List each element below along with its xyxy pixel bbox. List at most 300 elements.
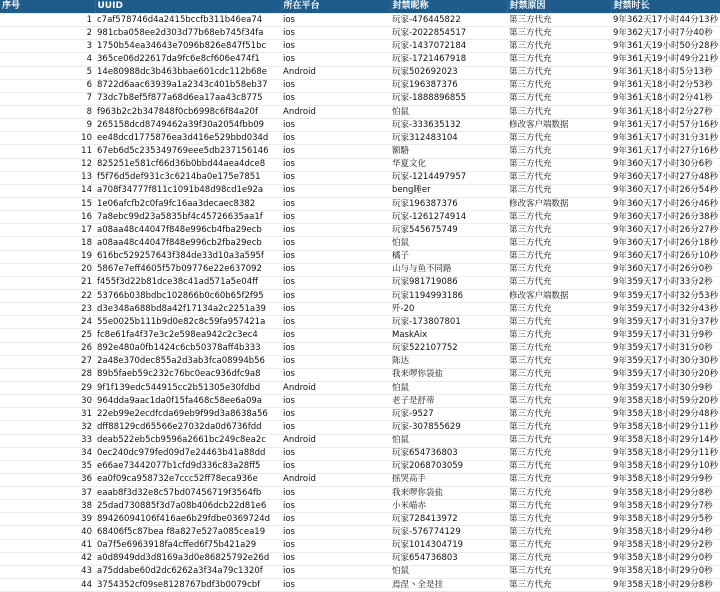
- row-index-cell[interactable]: 3: [0, 40, 95, 53]
- nickname-cell[interactable]: 摇哭高手: [390, 473, 507, 486]
- table-row[interactable]: [0, 145, 720, 158]
- platform-cell[interactable]: ios: [281, 342, 390, 355]
- platform-cell[interactable]: ios: [281, 53, 390, 66]
- duration-cell[interactable]: 9年358天18小时29分14秒: [611, 434, 720, 447]
- duration-cell[interactable]: 9年360天17小时26分0秒: [611, 263, 720, 276]
- reason-cell[interactable]: 第三方代充: [507, 237, 611, 250]
- nickname-cell[interactable]: 玩家2068703059: [390, 460, 507, 473]
- duration-cell[interactable]: 9年358天18小时29分7秒: [611, 500, 720, 513]
- nickname-cell[interactable]: 玩家-1888896855: [390, 92, 507, 105]
- row-index-cell[interactable]: 27: [0, 355, 95, 368]
- platform-cell[interactable]: ios: [281, 447, 390, 460]
- uuid-cell[interactable]: 365ce06d22617da9fc6e8cf606e474f1: [95, 53, 281, 66]
- nickname-cell[interactable]: beng睡er: [390, 184, 507, 197]
- row-index-cell[interactable]: 37: [0, 487, 95, 500]
- reason-cell[interactable]: 第三方代充: [507, 224, 611, 237]
- nickname-cell[interactable]: 玩家-173807801: [390, 316, 507, 329]
- table-row[interactable]: [0, 434, 720, 447]
- reason-cell[interactable]: 第三方代充: [507, 552, 611, 565]
- row-index-cell[interactable]: 20: [0, 263, 95, 276]
- platform-cell[interactable]: Android: [281, 434, 390, 447]
- row-index-cell[interactable]: 42: [0, 552, 95, 565]
- reason-cell[interactable]: 第三方代充: [507, 473, 611, 486]
- nickname-cell[interactable]: 玩家-333635132: [390, 119, 507, 132]
- platform-cell[interactable]: ios: [281, 263, 390, 276]
- row-index-cell[interactable]: 4: [0, 53, 95, 66]
- table-row[interactable]: [0, 460, 720, 473]
- platform-cell[interactable]: ios: [281, 211, 390, 224]
- uuid-cell[interactable]: 0ec240dc979fed09d7e24463b41a88dd: [95, 447, 281, 460]
- reason-cell[interactable]: 第三方代充: [507, 211, 611, 224]
- table-row[interactable]: [0, 342, 720, 355]
- nickname-cell[interactable]: 玩家196387376: [390, 197, 507, 210]
- platform-cell[interactable]: ios: [281, 14, 390, 27]
- nickname-cell[interactable]: 玩家1014304719: [390, 539, 507, 552]
- nickname-cell[interactable]: 额駱: [390, 145, 507, 158]
- reason-cell[interactable]: 第三方代充: [507, 27, 611, 40]
- table-row[interactable]: [0, 40, 720, 53]
- row-index-cell[interactable]: 21: [0, 276, 95, 289]
- platform-cell[interactable]: ios: [281, 408, 390, 421]
- table-row[interactable]: [0, 158, 720, 171]
- uuid-cell[interactable]: 981cba058ee2d303d77b68eb745f34fa: [95, 27, 281, 40]
- uuid-cell[interactable]: 3754352cf09se8128767bdf3b0079cbf: [95, 579, 281, 592]
- duration-cell[interactable]: 9年359天17小时31分37秒: [611, 316, 720, 329]
- table-row[interactable]: [0, 487, 720, 500]
- column-header-uuid[interactable]: UUID: [95, 0, 281, 14]
- uuid-cell[interactable]: 5867e7eff4605f57b09776e22e637092: [95, 263, 281, 276]
- reason-cell[interactable]: 第三方代充: [507, 171, 611, 184]
- uuid-cell[interactable]: 892e480a0fb1424c6cb50378aff4b333: [95, 342, 281, 355]
- platform-cell[interactable]: ios: [281, 224, 390, 237]
- uuid-cell[interactable]: d3e348a688bd8a42f17134a2c2251a39: [95, 303, 281, 316]
- duration-cell[interactable]: 9年358天18小时29分10秒: [611, 460, 720, 473]
- column-header-platform[interactable]: 所在平台: [281, 0, 390, 14]
- uuid-cell[interactable]: 265158dcd8749462a39f30a2054fbb09: [95, 119, 281, 132]
- nickname-cell[interactable]: 怕鼠: [390, 381, 507, 394]
- duration-cell[interactable]: 9年360天17小时26分54秒: [611, 184, 720, 197]
- table-row[interactable]: [0, 539, 720, 552]
- platform-cell[interactable]: Android: [281, 105, 390, 118]
- reason-cell[interactable]: 第三方代充: [507, 105, 611, 118]
- duration-cell[interactable]: 9年361天19小时49分21秒: [611, 53, 720, 66]
- row-index-cell[interactable]: 31: [0, 408, 95, 421]
- platform-cell[interactable]: ios: [281, 276, 390, 289]
- platform-cell[interactable]: ios: [281, 552, 390, 565]
- duration-cell[interactable]: 9年360天17小时26分38秒: [611, 211, 720, 224]
- table-row[interactable]: [0, 303, 720, 316]
- reason-cell[interactable]: 修改客户端数据: [507, 289, 611, 302]
- platform-cell[interactable]: Android: [281, 473, 390, 486]
- row-index-cell[interactable]: 29: [0, 381, 95, 394]
- uuid-cell[interactable]: a08aa48c44047f848e996cb2fba29ecb: [95, 237, 281, 250]
- reason-cell[interactable]: 修改客户端数据: [507, 119, 611, 132]
- row-index-cell[interactable]: 6: [0, 79, 95, 92]
- nickname-cell[interactable]: 玩家-576774129: [390, 526, 507, 539]
- row-index-cell[interactable]: 1: [0, 14, 95, 27]
- uuid-cell[interactable]: 9f1f139edc544915cc2b51305e30fdbd: [95, 381, 281, 394]
- nickname-cell[interactable]: 山与与鱼不同路: [390, 263, 507, 276]
- reason-cell[interactable]: 第三方代充: [507, 500, 611, 513]
- nickname-cell[interactable]: 华夏文化: [390, 158, 507, 171]
- duration-cell[interactable]: 9年358天18小时29分5秒: [611, 513, 720, 526]
- duration-cell[interactable]: 9年360天17小时26分10秒: [611, 250, 720, 263]
- uuid-cell[interactable]: 0a7f5e6963918fa4cffed6f75b421a29: [95, 539, 281, 552]
- table-row[interactable]: [0, 27, 720, 40]
- row-index-cell[interactable]: 8: [0, 105, 95, 118]
- platform-cell[interactable]: ios: [281, 421, 390, 434]
- uuid-cell[interactable]: 616bc529257643f384de33d10a3a595f: [95, 250, 281, 263]
- platform-cell[interactable]: ios: [281, 197, 390, 210]
- uuid-cell[interactable]: a75ddabe60d2dc6262a3f34a79c1320f: [95, 565, 281, 578]
- nickname-cell[interactable]: 怕鼠: [390, 565, 507, 578]
- nickname-cell[interactable]: 歼-20: [390, 303, 507, 316]
- platform-cell[interactable]: ios: [281, 395, 390, 408]
- reason-cell[interactable]: 第三方代充: [507, 276, 611, 289]
- table-row[interactable]: [0, 368, 720, 381]
- reason-cell[interactable]: 第三方代充: [507, 460, 611, 473]
- row-index-cell[interactable]: 17: [0, 224, 95, 237]
- column-header-nickname[interactable]: 封禁昵称: [390, 0, 507, 14]
- nickname-cell[interactable]: 玩家502692023: [390, 66, 507, 79]
- table-row[interactable]: [0, 408, 720, 421]
- duration-cell[interactable]: 9年361天19小时50分28秒: [611, 40, 720, 53]
- table-row[interactable]: [0, 579, 720, 592]
- duration-cell[interactable]: 9年358天18小时29分4秒: [611, 526, 720, 539]
- duration-cell[interactable]: 9年360天17小时26分27秒: [611, 224, 720, 237]
- table-row[interactable]: [0, 119, 720, 132]
- uuid-cell[interactable]: fc8e61fa4f37e3c2e598ea942c2c3ec4: [95, 329, 281, 342]
- reason-cell[interactable]: 第三方代充: [507, 381, 611, 394]
- duration-cell[interactable]: 9年360天17小时26分46秒: [611, 197, 720, 210]
- platform-cell[interactable]: ios: [281, 119, 390, 132]
- uuid-cell[interactable]: deab522eb5cb9596a2661bc249c8ea2c: [95, 434, 281, 447]
- nickname-cell[interactable]: 玩家728413972: [390, 513, 507, 526]
- table-row[interactable]: [0, 53, 720, 66]
- nickname-cell[interactable]: MaskAix: [390, 329, 507, 342]
- table-row[interactable]: [0, 211, 720, 224]
- nickname-cell[interactable]: 玩家654736803: [390, 552, 507, 565]
- reason-cell[interactable]: 第三方代充: [507, 14, 611, 27]
- duration-cell[interactable]: 9年358天18小时29分9秒: [611, 473, 720, 486]
- platform-cell[interactable]: ios: [281, 171, 390, 184]
- reason-cell[interactable]: 第三方代充: [507, 66, 611, 79]
- row-index-cell[interactable]: 33: [0, 434, 95, 447]
- row-index-cell[interactable]: 28: [0, 368, 95, 381]
- table-row[interactable]: [0, 14, 720, 27]
- platform-cell[interactable]: ios: [281, 316, 390, 329]
- platform-cell[interactable]: ios: [281, 500, 390, 513]
- reason-cell[interactable]: 第三方代充: [507, 539, 611, 552]
- table-row[interactable]: [0, 513, 720, 526]
- uuid-cell[interactable]: 8722d6aac63939a1a2343c401b58eb37: [95, 79, 281, 92]
- table-row[interactable]: [0, 552, 720, 565]
- column-header-index[interactable]: 序号: [0, 0, 95, 14]
- reason-cell[interactable]: 第三方代充: [507, 40, 611, 53]
- nickname-cell[interactable]: 陈达: [390, 355, 507, 368]
- nickname-cell[interactable]: 焉涅丶全是挂: [390, 579, 507, 592]
- platform-cell[interactable]: Android: [281, 66, 390, 79]
- duration-cell[interactable]: 9年358天18小时29分0秒: [611, 565, 720, 578]
- duration-cell[interactable]: 9年361天18小时2分41秒: [611, 92, 720, 105]
- table-row[interactable]: [0, 276, 720, 289]
- table-row[interactable]: [0, 473, 720, 486]
- row-index-cell[interactable]: 18: [0, 237, 95, 250]
- duration-cell[interactable]: 9年359天17小时33分2秒: [611, 276, 720, 289]
- platform-cell[interactable]: ios: [281, 145, 390, 158]
- table-row[interactable]: [0, 224, 720, 237]
- duration-cell[interactable]: 9年362天17小时7分40秒: [611, 27, 720, 40]
- duration-cell[interactable]: 9年362天17小时44分13秒: [611, 14, 720, 27]
- uuid-cell[interactable]: 67eb6d5c235349769eee5db237156146: [95, 145, 281, 158]
- uuid-cell[interactable]: 53766b038bdbc102866b0c60b65f2f95: [95, 289, 281, 302]
- uuid-cell[interactable]: 73dc7b8ef5f877a68d6ea17aa43c8775: [95, 92, 281, 105]
- nickname-cell[interactable]: 橘子: [390, 250, 507, 263]
- duration-cell[interactable]: 9年361天18小时2分53秒: [611, 79, 720, 92]
- uuid-cell[interactable]: 14e80988dc3b463bbae601cdc112b68e: [95, 66, 281, 79]
- row-index-cell[interactable]: 14: [0, 184, 95, 197]
- duration-cell[interactable]: 9年358天18小时59分20秒: [611, 395, 720, 408]
- platform-cell[interactable]: ios: [281, 184, 390, 197]
- row-index-cell[interactable]: 19: [0, 250, 95, 263]
- platform-cell[interactable]: ios: [281, 526, 390, 539]
- table-row[interactable]: [0, 237, 720, 250]
- uuid-cell[interactable]: a08aa48c44047f848e996cb4fba29ecb: [95, 224, 281, 237]
- table-row[interactable]: [0, 500, 720, 513]
- nickname-cell[interactable]: 我来啰你袋盐: [390, 487, 507, 500]
- duration-cell[interactable]: 9年361天18小时5分13秒: [611, 66, 720, 79]
- nickname-cell[interactable]: 玩家-1437072184: [390, 40, 507, 53]
- duration-cell[interactable]: 9年359天17小时32分43秒: [611, 303, 720, 316]
- duration-cell[interactable]: 9年359天17小时31分9秒: [611, 329, 720, 342]
- table-row[interactable]: [0, 92, 720, 105]
- reason-cell[interactable]: 第三方代充: [507, 145, 611, 158]
- row-index-cell[interactable]: 26: [0, 342, 95, 355]
- reason-cell[interactable]: 第三方代充: [507, 92, 611, 105]
- duration-cell[interactable]: 9年361天17小时27分16秒: [611, 145, 720, 158]
- uuid-cell[interactable]: e66ae73442077b1cfd9d336c83a28ff5: [95, 460, 281, 473]
- reason-cell[interactable]: 第三方代充: [507, 487, 611, 500]
- nickname-cell[interactable]: 玩家654736803: [390, 447, 507, 460]
- row-index-cell[interactable]: 38: [0, 500, 95, 513]
- duration-cell[interactable]: 9年361天18小时2分27秒: [611, 105, 720, 118]
- reason-cell[interactable]: 第三方代充: [507, 565, 611, 578]
- row-index-cell[interactable]: 23: [0, 303, 95, 316]
- nickname-cell[interactable]: 玩家-307855629: [390, 421, 507, 434]
- reason-cell[interactable]: 第三方代充: [507, 158, 611, 171]
- platform-cell[interactable]: ios: [281, 329, 390, 342]
- table-row[interactable]: [0, 355, 720, 368]
- reason-cell[interactable]: 第三方代充: [507, 316, 611, 329]
- reason-cell[interactable]: 第三方代充: [507, 53, 611, 66]
- row-index-cell[interactable]: 32: [0, 421, 95, 434]
- duration-cell[interactable]: 9年358天18小时29分2秒: [611, 539, 720, 552]
- uuid-cell[interactable]: 89b5faeb59c232c76bc0eac936dfc9a8: [95, 368, 281, 381]
- platform-cell[interactable]: ios: [281, 355, 390, 368]
- row-index-cell[interactable]: 22: [0, 289, 95, 302]
- uuid-cell[interactable]: dff88129cd65566e27032da0d6736fdd: [95, 421, 281, 434]
- reason-cell[interactable]: 第三方代充: [507, 421, 611, 434]
- table-row[interactable]: [0, 421, 720, 434]
- reason-cell[interactable]: 第三方代充: [507, 329, 611, 342]
- table-row[interactable]: [0, 526, 720, 539]
- uuid-cell[interactable]: a0d8949dd3d8169a3d0e86825792e26d: [95, 552, 281, 565]
- nickname-cell[interactable]: 怕鼠: [390, 434, 507, 447]
- platform-cell[interactable]: ios: [281, 487, 390, 500]
- row-index-cell[interactable]: 35: [0, 460, 95, 473]
- reason-cell[interactable]: 第三方代充: [507, 342, 611, 355]
- reason-cell[interactable]: 第三方代充: [507, 447, 611, 460]
- reason-cell[interactable]: 修改客户端数据: [507, 197, 611, 210]
- table-row[interactable]: [0, 565, 720, 578]
- row-index-cell[interactable]: 25: [0, 329, 95, 342]
- uuid-cell[interactable]: eaab8f3d32e8c57bd07456719f3564fb: [95, 487, 281, 500]
- platform-cell[interactable]: ios: [281, 250, 390, 263]
- table-row[interactable]: [0, 263, 720, 276]
- uuid-cell[interactable]: a708f34777f811c1091b48d98cd1e92a: [95, 184, 281, 197]
- duration-cell[interactable]: 9年359天17小时32分53秒: [611, 289, 720, 302]
- table-row[interactable]: [0, 381, 720, 394]
- nickname-cell[interactable]: 玩家545675749: [390, 224, 507, 237]
- platform-cell[interactable]: ios: [281, 289, 390, 302]
- reason-cell[interactable]: 第三方代充: [507, 526, 611, 539]
- table-row[interactable]: [0, 447, 720, 460]
- uuid-cell[interactable]: 7a8ebc99d23a5835bf4c45726635aa1f: [95, 211, 281, 224]
- platform-cell[interactable]: Android: [281, 381, 390, 394]
- uuid-cell[interactable]: c7af578746d4a2415bccfb311b46ea74: [95, 14, 281, 27]
- nickname-cell[interactable]: 玩家312483104: [390, 132, 507, 145]
- reason-cell[interactable]: 第三方代充: [507, 434, 611, 447]
- reason-cell[interactable]: 第三方代充: [507, 250, 611, 263]
- reason-cell[interactable]: 第三方代充: [507, 408, 611, 421]
- nickname-cell[interactable]: 玩家-1721467918: [390, 53, 507, 66]
- row-index-cell[interactable]: 5: [0, 66, 95, 79]
- uuid-cell[interactable]: ee48dcd1775876ea3d416e529bbd034d: [95, 132, 281, 145]
- duration-cell[interactable]: 9年358天18小时29分48秒: [611, 408, 720, 421]
- row-index-cell[interactable]: 36: [0, 473, 95, 486]
- platform-cell[interactable]: ios: [281, 237, 390, 250]
- uuid-cell[interactable]: 964dda9aac1da0f15fa468c58ee6a09a: [95, 395, 281, 408]
- reason-cell[interactable]: 第三方代充: [507, 513, 611, 526]
- platform-cell[interactable]: ios: [281, 92, 390, 105]
- uuid-cell[interactable]: f5f76d5def931c3c6214ba0e175e7851: [95, 171, 281, 184]
- platform-cell[interactable]: ios: [281, 565, 390, 578]
- row-index-cell[interactable]: 40: [0, 526, 95, 539]
- nickname-cell[interactable]: 玩家-2022854517: [390, 27, 507, 40]
- row-index-cell[interactable]: 34: [0, 447, 95, 460]
- nickname-cell[interactable]: 玩家-1261274914: [390, 211, 507, 224]
- row-index-cell[interactable]: 7: [0, 92, 95, 105]
- uuid-cell[interactable]: 89426094106f416ae6b29fdbe0369724d: [95, 513, 281, 526]
- platform-cell[interactable]: ios: [281, 27, 390, 40]
- table-row[interactable]: [0, 197, 720, 210]
- reason-cell[interactable]: 第三方代充: [507, 79, 611, 92]
- row-index-cell[interactable]: 12: [0, 158, 95, 171]
- row-index-cell[interactable]: 13: [0, 171, 95, 184]
- uuid-cell[interactable]: f455f3d22b81dce38c41ad571a5e04ff: [95, 276, 281, 289]
- nickname-cell[interactable]: 玩家-476445822: [390, 14, 507, 27]
- platform-cell[interactable]: ios: [281, 303, 390, 316]
- uuid-cell[interactable]: 1750b54ea34643e7096b826e847f51bc: [95, 40, 281, 53]
- row-index-cell[interactable]: 39: [0, 513, 95, 526]
- nickname-cell[interactable]: 怕鼠: [390, 237, 507, 250]
- column-header-reason[interactable]: 封禁原因: [507, 0, 611, 14]
- reason-cell[interactable]: 第三方代充: [507, 355, 611, 368]
- row-index-cell[interactable]: 41: [0, 539, 95, 552]
- duration-cell[interactable]: 9年359天17小时31分0秒: [611, 342, 720, 355]
- nickname-cell[interactable]: 玩家-9527: [390, 408, 507, 421]
- row-index-cell[interactable]: 44: [0, 579, 95, 592]
- row-index-cell[interactable]: 2: [0, 27, 95, 40]
- platform-cell[interactable]: ios: [281, 539, 390, 552]
- reason-cell[interactable]: 第三方代充: [507, 368, 611, 381]
- platform-cell[interactable]: ios: [281, 579, 390, 592]
- row-index-cell[interactable]: 9: [0, 119, 95, 132]
- nickname-cell[interactable]: 玩家1194993186: [390, 289, 507, 302]
- duration-cell[interactable]: 9年360天17小时27分48秒: [611, 171, 720, 184]
- row-index-cell[interactable]: 24: [0, 316, 95, 329]
- uuid-cell[interactable]: 825251e581cf66d36b0bbd44aea4dce8: [95, 158, 281, 171]
- uuid-cell[interactable]: 55e0025b111b9d0e82c8c59fa957421a: [95, 316, 281, 329]
- table-row[interactable]: [0, 289, 720, 302]
- table-row[interactable]: [0, 395, 720, 408]
- table-row[interactable]: [0, 132, 720, 145]
- platform-cell[interactable]: ios: [281, 132, 390, 145]
- platform-cell[interactable]: ios: [281, 158, 390, 171]
- row-index-cell[interactable]: 16: [0, 211, 95, 224]
- nickname-cell[interactable]: 玩家-1214497957: [390, 171, 507, 184]
- reason-cell[interactable]: 第三方代充: [507, 303, 611, 316]
- table-row[interactable]: [0, 184, 720, 197]
- nickname-cell[interactable]: 老子是舒蒂: [390, 395, 507, 408]
- platform-cell[interactable]: ios: [281, 513, 390, 526]
- nickname-cell[interactable]: 玩家196387376: [390, 79, 507, 92]
- duration-cell[interactable]: 9年358天18小时29分0秒: [611, 552, 720, 565]
- row-index-cell[interactable]: 15: [0, 197, 95, 210]
- nickname-cell[interactable]: 我来啰你袋盐: [390, 368, 507, 381]
- duration-cell[interactable]: 9年361天17小时31分31秒: [611, 132, 720, 145]
- table-row[interactable]: [0, 316, 720, 329]
- table-row[interactable]: [0, 79, 720, 92]
- reason-cell[interactable]: 第三方代充: [507, 395, 611, 408]
- duration-cell[interactable]: 9年361天17小时57分16秒: [611, 119, 720, 132]
- reason-cell[interactable]: 第三方代充: [507, 579, 611, 592]
- table-row[interactable]: [0, 250, 720, 263]
- duration-cell[interactable]: 9年358天18小时29分8秒: [611, 579, 720, 592]
- uuid-cell[interactable]: 1e06afcfb2c0fa9fc16aa3decaec8382: [95, 197, 281, 210]
- table-row[interactable]: [0, 105, 720, 118]
- duration-cell[interactable]: 9年359天17小时30分30秒: [611, 355, 720, 368]
- row-index-cell[interactable]: 11: [0, 145, 95, 158]
- table-row[interactable]: [0, 66, 720, 79]
- table-row[interactable]: [0, 329, 720, 342]
- row-index-cell[interactable]: 10: [0, 132, 95, 145]
- duration-cell[interactable]: 9年358天18小时29分11秒: [611, 447, 720, 460]
- duration-cell[interactable]: 9年360天17小时26分18秒: [611, 237, 720, 250]
- nickname-cell[interactable]: 小米喵赤: [390, 500, 507, 513]
- duration-cell[interactable]: 9年359天17小时30分9秒: [611, 381, 720, 394]
- duration-cell[interactable]: 9年358天18小时29分8秒: [611, 487, 720, 500]
- nickname-cell[interactable]: 玩家522107752: [390, 342, 507, 355]
- column-header-duration[interactable]: 封禁时长: [611, 0, 720, 14]
- reason-cell[interactable]: 第三方代充: [507, 132, 611, 145]
- duration-cell[interactable]: 9年360天17小时30分6秒: [611, 158, 720, 171]
- uuid-cell[interactable]: 25dad730885f3d7a08b406dcb22d81e6: [95, 500, 281, 513]
- uuid-cell[interactable]: f963b2c2b347848f0cb6998c6f84a20f: [95, 105, 281, 118]
- uuid-cell[interactable]: 22eb99e2ecdfcda69eb9f99d3a8638a56: [95, 408, 281, 421]
- nickname-cell[interactable]: 玩家981719086: [390, 276, 507, 289]
- reason-cell[interactable]: 第三方代充: [507, 263, 611, 276]
